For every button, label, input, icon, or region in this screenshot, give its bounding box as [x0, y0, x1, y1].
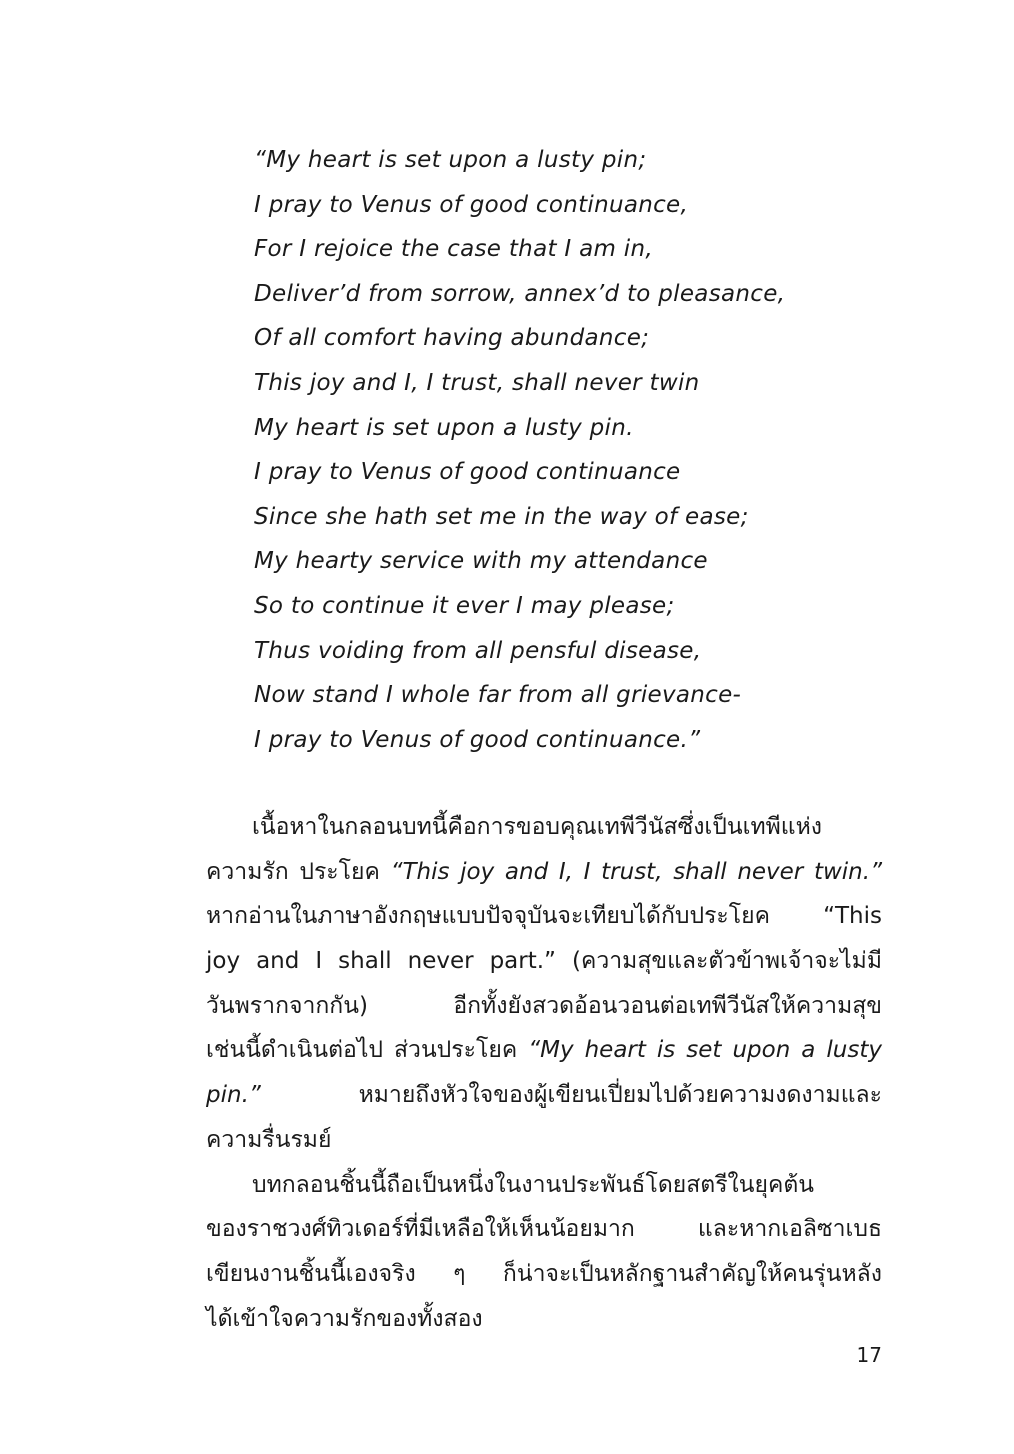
poem-line: “My heart is set upon a lusty pin; [254, 147, 647, 173]
text-line: ของราชวงศ์ทิวเดอร์ที่มีเหลือให้เห็นน้อยมาก และหากเอลิซาเบธ [206, 1216, 882, 1243]
poem-line: Of all comfort having abundance; [254, 325, 650, 352]
poem-line: My heart is set upon a lusty pin. [254, 414, 634, 441]
text-line: วันพรากจากกัน) อีกทั้งยังสวดอ้อนวอนต่อเทพีวีนัสให้ความสุข [206, 992, 882, 1019]
text-line: joy and I shall never part.” (ความสุขและตัวข้าพเจ้าจะไม่มี [206, 948, 882, 975]
text-line: เนื้อหาในกลอนบทนี้คือการขอบคุณเทพีวีนัสซึ่งเป็นเทพีแห่ง [252, 814, 823, 840]
paragraph-1 [206, 805, 882, 1163]
text-line: บทกลอนชิ้นนี้ถือเป็นหนึ่งในงานประพันธ์โดยสตรีในยุคต้น [252, 1171, 815, 1198]
poem-line: I pray to Venus of good continuance [254, 459, 681, 486]
poem-line: This joy and I, I trust, shall never twin [254, 369, 700, 396]
poem-line: I pray to Venus of good continuance.” [254, 726, 701, 753]
poem-block [254, 138, 894, 762]
poem-line: Deliver’d from sorrow, annex’d to pleasance, [254, 280, 786, 307]
text-run: เช่นนี้ดำเนินต่อไป ส่วนประโยค [206, 1037, 529, 1064]
poem-line: Since she hath set me in the way of ease; [254, 503, 749, 530]
poem-line: Thus voiding from all pensful disease, [254, 637, 702, 664]
text-line [206, 1073, 882, 1118]
quoted-phrase: “This joy and I, I trust, shall never twin.” [390, 858, 882, 885]
paragraph-2 [206, 1163, 882, 1342]
text-run: หมายถึงหัวใจของผู้เขียนเปี่ยมไปด้วยความงดงามและ [260, 1082, 882, 1109]
text-line: ความรื่นรมย์ [206, 1126, 332, 1153]
poem-line: My hearty service with my attendance [254, 548, 708, 575]
text-line [206, 850, 882, 895]
text-line: เขียนงานชิ้นนี้เองจริง ๆ ก็น่าจะเป็นหลักฐานสำคัญให้คนรุ่นหลัง [206, 1260, 882, 1287]
quoted-phrase: “My heart is set upon a lusty [528, 1037, 882, 1064]
poem-line: I pray to Venus of good continuance, [254, 191, 689, 218]
text-run: ความรัก ประโยค [206, 858, 391, 885]
text-line: หากอ่านในภาษาอังกฤษแบบปัจจุบันจะเทียบได้กับประโยค “This [206, 903, 882, 930]
text-line: ได้เข้าใจความรักของทั้งสอง [206, 1305, 483, 1332]
commentary-text [206, 805, 882, 1341]
poem-line: For I rejoice the case that I am in, [254, 236, 653, 263]
quoted-phrase: pin.” [206, 1082, 261, 1109]
poem-line: So to continue it ever I may please; [254, 592, 675, 619]
page-number: 17 [856, 1343, 882, 1367]
text-line [206, 1028, 882, 1073]
poem-line: Now stand I whole far from all grievance- [254, 682, 742, 709]
